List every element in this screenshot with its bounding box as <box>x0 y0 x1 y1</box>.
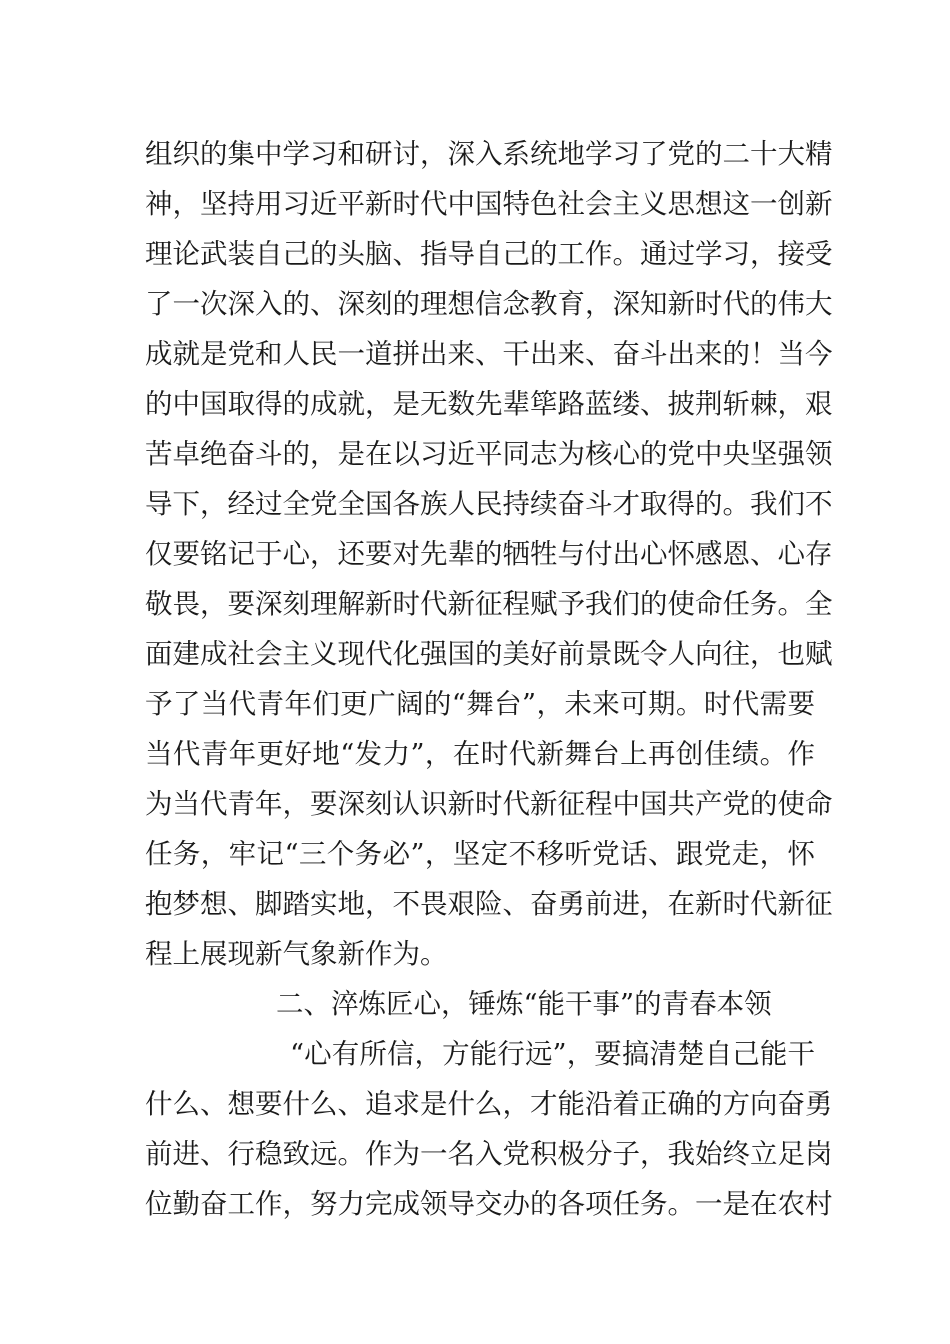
paragraph-line: 敬畏，要深刻理解新时代新征程赋予我们的使命任务。全 <box>145 588 833 620</box>
paragraph-line: 苦卓绝奋斗的，是在以习近平同志为核心的党中央坚强领 <box>145 438 833 470</box>
paragraph-line: 什么、想要什么、追求是什么，才能沿着正确的方向奋勇 <box>145 1088 833 1120</box>
section-heading: 二、淬炼匠心，锤炼“能干事”的青春本领 <box>276 988 772 1020</box>
paragraph-line: 仅要铭记于心，还要对先辈的牺牲与付出心怀感恩、心存 <box>145 538 833 570</box>
paragraph-line: 的中国取得的成就，是无数先辈筚路蓝缕、披荆斩棘，艰 <box>145 388 833 420</box>
paragraph-line: 导下，经过全党全国各族人民持续奋斗才取得的。我们不 <box>145 488 833 520</box>
paragraph-line: 神，坚持用习近平新时代中国特色社会主义思想这一创新 <box>145 188 833 220</box>
paragraph-line: 当代青年更好地“发力”，在时代新舞台上再创佳绩。作 <box>145 738 815 770</box>
paragraph-line: 成就是党和人民一道拼出来、干出来、奋斗出来的！当今 <box>145 338 833 370</box>
paragraph-line: 程上展现新气象新作为。 <box>145 938 448 970</box>
paragraph-line: 组织的集中学习和研讨，深入系统地学习了党的二十大精 <box>145 138 833 170</box>
paragraph-line: 位勤奋工作，努力完成领导交办的各项任务。一是在农村 <box>145 1188 833 1220</box>
paragraph-line: 予了当代青年们更广阔的“舞台”，未来可期。时代需要 <box>145 688 815 720</box>
paragraph-line: 理论武装自己的头脑、指导自己的工作。通过学习，接受 <box>145 238 833 270</box>
paragraph-line: 前进、行稳致远。作为一名入党积极分子，我始终立足岗 <box>145 1138 833 1170</box>
paragraph-line: 任务，牢记“三个务必”，坚定不移听党话、跟党走，怀 <box>145 838 815 870</box>
paragraph-line: 面建成社会主义现代化强国的美好前景既令人向往，也赋 <box>145 638 833 670</box>
paragraph-first-line: “心有所信，方能行远”，要搞清楚自己能干 <box>290 1038 815 1070</box>
paragraph-line: 为当代青年，要深刻认识新时代新征程中国共产党的使命 <box>145 788 833 820</box>
paragraph-line: 了一次深入的、深刻的理想信念教育，深知新时代的伟大 <box>145 288 833 320</box>
paragraph-line: 抱梦想、脚踏实地，不畏艰险、奋勇前进，在新时代新征 <box>145 888 833 920</box>
